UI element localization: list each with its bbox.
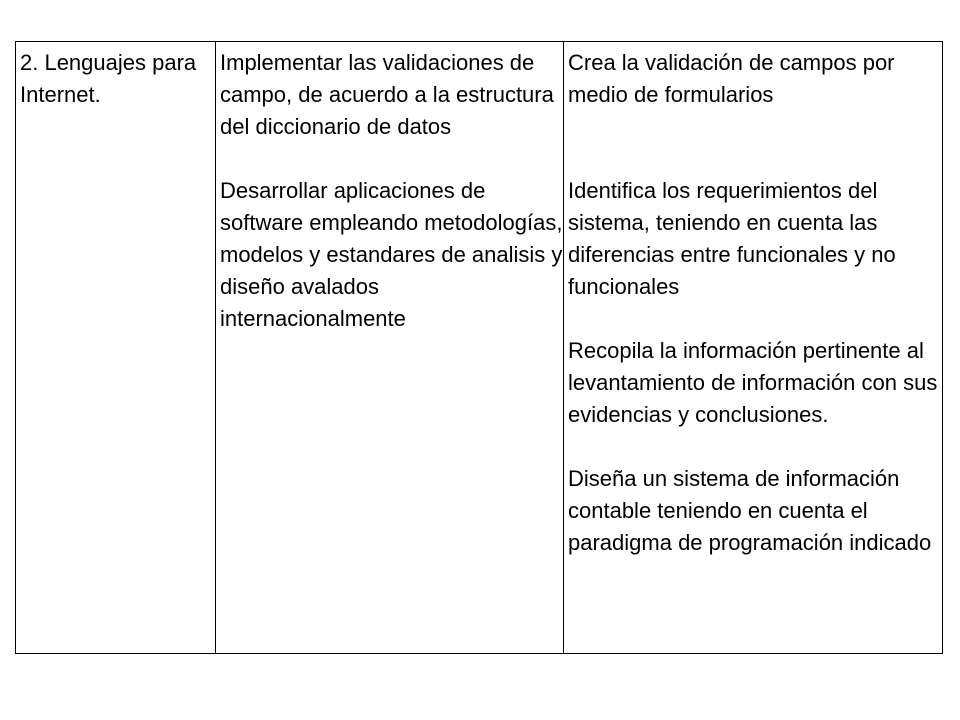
objective-text: Desarrollar aplicaciones de software empleando metodologías, modelos y estandares de analisis y diseño avalados internacionalmente xyxy=(220,178,563,331)
outcomes-cell xyxy=(564,42,942,653)
outcome-text: Diseña un sistema de información contable teniendo en cuenta el paradigma de programación indicado xyxy=(568,466,932,555)
objective-text: Implementar las validaciones de campo, de acuerdo a la estructura del diccionario de datos xyxy=(220,50,554,139)
unit-title: 2. Lenguajes para Internet. xyxy=(20,50,197,107)
unit-cell xyxy=(16,42,216,653)
objectives-cell xyxy=(216,42,564,653)
content-table xyxy=(15,41,943,654)
outcome-text: Crea la validación de campos por medio de formularios xyxy=(568,50,895,107)
outcome-text: Recopila la información pertinente al levantamiento de información con sus evidencias y conclusiones. xyxy=(568,338,938,427)
outcome-text: Identifica los requerimientos del sistema, teniendo en cuenta las diferencias entre funcionales y no funcionales xyxy=(568,178,896,299)
